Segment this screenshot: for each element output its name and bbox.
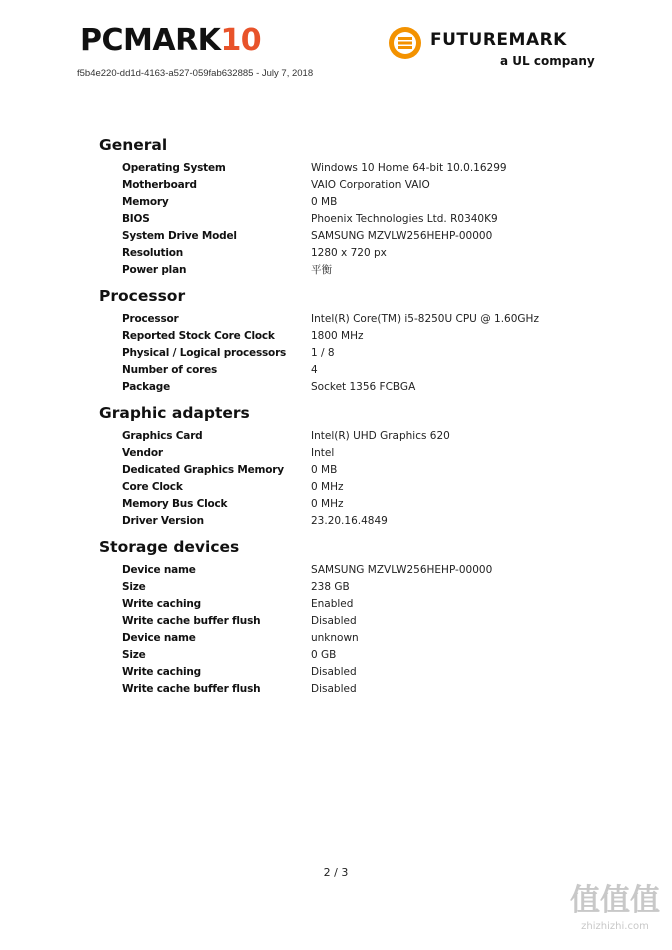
info-value: Disabled <box>311 666 357 678</box>
watermark-logo: 值值值 <box>570 883 660 918</box>
info-label: Motherboard <box>122 179 197 191</box>
info-row <box>99 479 579 496</box>
section-rows <box>99 562 579 698</box>
info-row <box>99 428 579 445</box>
pcmark-logo-number: 10 <box>220 23 262 58</box>
info-label: Physical / Logical processors <box>122 347 287 359</box>
info-value: 4 <box>311 364 318 376</box>
info-row <box>99 160 579 177</box>
section-title: Processor <box>99 287 186 305</box>
info-label: Memory <box>122 196 169 208</box>
info-value: 0 GB <box>311 649 337 661</box>
info-value: SAMSUNG MZVLW256HEHP-00000 <box>311 564 493 576</box>
info-value: VAIO Corporation VAIO <box>311 179 430 191</box>
info-label: System Drive Model <box>122 230 237 242</box>
watermark-url: zhizhizhi.com <box>581 921 649 932</box>
info-label: Package <box>122 381 171 393</box>
pcmark-logo-text: PCMARK <box>80 23 221 58</box>
futuremark-logo-icon <box>388 26 422 60</box>
info-value: 平衡 <box>311 264 332 276</box>
info-row <box>99 681 579 698</box>
info-value: 23.20.16.4849 <box>311 515 388 527</box>
info-row <box>99 513 579 530</box>
info-row <box>99 562 579 579</box>
info-label: Power plan <box>122 264 187 276</box>
info-row <box>99 245 579 262</box>
info-row <box>99 630 579 647</box>
info-value: 1280 x 720 px <box>311 247 387 259</box>
info-row <box>99 345 579 362</box>
info-row <box>99 262 579 279</box>
info-label: Size <box>122 581 146 593</box>
info-value: Enabled <box>311 598 354 610</box>
section-rows <box>99 311 579 396</box>
info-label: Size <box>122 649 146 661</box>
info-value: Socket 1356 FCBGA <box>311 381 416 393</box>
info-value: 0 MHz <box>311 481 344 493</box>
info-label: Write cache buffer flush <box>122 615 261 627</box>
report-content <box>99 134 579 704</box>
section-title: General <box>99 136 168 154</box>
info-value: Disabled <box>311 615 357 627</box>
info-label: Memory Bus Clock <box>122 498 228 510</box>
info-row <box>99 596 579 613</box>
section-title: Storage devices <box>99 538 240 556</box>
info-row <box>99 211 579 228</box>
info-row <box>99 177 579 194</box>
info-row <box>99 379 579 396</box>
info-label: Operating System <box>122 162 226 174</box>
info-label: Graphics Card <box>122 430 203 442</box>
info-row <box>99 362 579 379</box>
info-value: Intel(R) Core(TM) i5-8250U CPU @ 1.60GHz <box>311 313 539 325</box>
info-value: Phoenix Technologies Ltd. R0340K9 <box>311 213 498 225</box>
section-rows <box>99 160 579 279</box>
info-label: Write cache buffer flush <box>122 683 261 695</box>
info-label: BIOS <box>122 213 150 225</box>
info-label: Resolution <box>122 247 184 259</box>
info-row <box>99 664 579 681</box>
info-value: 0 MB <box>311 464 338 476</box>
info-row <box>99 445 579 462</box>
info-label: Device name <box>122 632 196 644</box>
watermark <box>560 882 670 934</box>
info-row <box>99 311 579 328</box>
info-value: 1800 MHz <box>311 330 364 342</box>
info-row <box>99 579 579 596</box>
info-label: Driver Version <box>122 515 204 527</box>
info-row <box>99 462 579 479</box>
report-id: f5b4e220-dd1d-4163-a527-059fab632885 - July 7, 2018 <box>77 68 314 79</box>
info-value: Windows 10 Home 64-bit 10.0.16299 <box>311 162 507 174</box>
pcmark-logo <box>80 24 261 58</box>
info-value: unknown <box>311 632 359 644</box>
info-value: Disabled <box>311 683 357 695</box>
info-row <box>99 496 579 513</box>
info-label: Dedicated Graphics Memory <box>122 464 284 476</box>
info-label: Reported Stock Core Clock <box>122 330 275 342</box>
section-rows <box>99 428 579 530</box>
info-label: Device name <box>122 564 196 576</box>
info-label: Vendor <box>122 447 163 459</box>
info-row <box>99 613 579 630</box>
section-title: Graphic adapters <box>99 404 250 422</box>
info-row <box>99 328 579 345</box>
info-label: Core Clock <box>122 481 183 493</box>
info-value: 238 GB <box>311 581 350 593</box>
info-value: Intel <box>311 447 335 459</box>
info-value: 0 MB <box>311 196 338 208</box>
futuremark-logo-text: FUTUREMARK <box>430 30 567 50</box>
info-label: Write caching <box>122 666 201 678</box>
info-label: Write caching <box>122 598 201 610</box>
info-value: SAMSUNG MZVLW256HEHP-00000 <box>311 230 493 242</box>
info-row <box>99 194 579 211</box>
info-label: Processor <box>122 313 179 325</box>
info-value: 1 / 8 <box>311 347 335 359</box>
page-number: 2 / 3 <box>323 866 349 879</box>
futuremark-tagline: a UL company <box>500 54 595 68</box>
info-label: Number of cores <box>122 364 218 376</box>
info-row <box>99 228 579 245</box>
info-value: 0 MHz <box>311 498 344 510</box>
info-value: Intel(R) UHD Graphics 620 <box>311 430 450 442</box>
info-row <box>99 647 579 664</box>
